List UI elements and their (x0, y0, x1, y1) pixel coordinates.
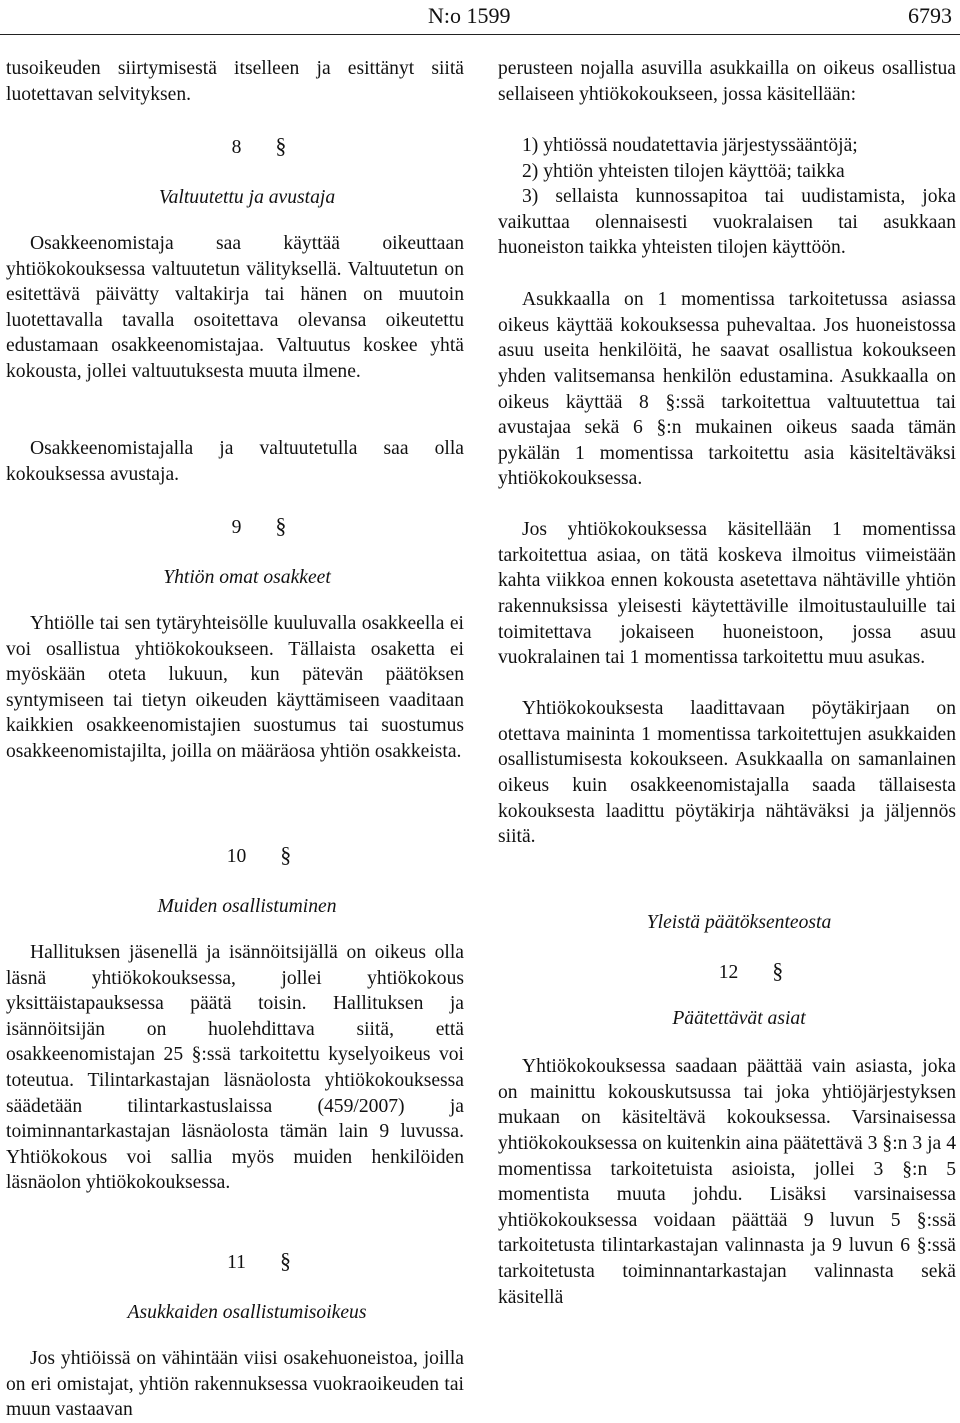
section-8-number: 8 § (231, 133, 287, 158)
section-10-paragraph-1: Hallituksen jäsenellä ja isännöitsijällä on oikeus olla läsnä yhtiökokouksessa, jollei yhtiökokous yksittäistapauksessa päätä toisin. Hallituksen ja isännöitsijän on huolehdittava siitä, että osakkeenomistajan 25 §:ssä tarkoitettu kyselyoikeus voi toteutua. Tilintarkastajan läsnäolosta yhtiökokouksessa säädetään tilintarkastuslaissa (459/2007) ja toiminnantarkastajan läsnäolosta tämän lain 9 luvussa. Yhtiökokous voi sallia myös muiden henkilöiden läsnäolon yhtiökokouksessa. (6, 942, 464, 1194)
list-item-3: 3) sellaista kunnossapitoa tai uudistamista, joka vaikuttaa olennaisesti vuokralaisen tai asukkaan huoneiston taikka yhteisten tilojen käyttöön. (498, 186, 956, 259)
section-9-number: 9 § (231, 513, 287, 538)
header-rule (0, 34, 960, 35)
section-10-number: 10 § (226, 842, 292, 867)
section-12-title: Päätettävät asiat (672, 1008, 806, 1030)
document-number: N:o 1599 (428, 3, 511, 28)
page-header (0, 0, 960, 30)
section-11-number: 11 § (227, 1248, 291, 1273)
section-8-paragraph-1: Osakkeenomistaja saa käyttää oikeuttaan yhtiökokouksessa valtuutetun välityksellä. Valtuutetun on esitettävä päivätty valtakirja tai hänen on muutoin luotettavalla tavalla osoitettava olevansa oikeutettu edustamaan osakkeenomistajaa. Valtuutus koskee yhtä kokousta, jollei valtuutuksesta muuta ilmene. (6, 233, 464, 382)
list-item-2: 2) yhtiön yhteisten tilojen käyttöä; taikka (522, 160, 845, 182)
section-8-title: Valtuutettu ja avustaja (158, 187, 336, 208)
right-column (498, 56, 956, 1336)
right-paragraph-1: perusteen nojalla asuvilla asukkailla on oikeus osallistua sellaiseen yhtiökokoukseen, jossa käsitellään: (498, 58, 956, 105)
list-item-1: 1) yhtiössä noudatettavia järjestyssääntöjä; (522, 135, 858, 156)
intro-paragraph: tusoikeuden siirtymisestä itselleen ja esittänyt siitä luotettavan selvityksen. (6, 58, 464, 105)
section-12-number: 12 § (718, 958, 784, 984)
right-paragraph-4: Yhtiökokouksesta laadittavaan pöytäkirjaan on otettava maininta 1 momentissa tarkoitettujen asukkaiden osallistumisesta kokoukseen. Asukkaalla on samanlainen oikeus kuin osakkeenomistajalla saada tällaisesta kokouksesta laadittu pöytäkirja nähtäväksi ja jäljennös siitä. (498, 698, 956, 848)
right-paragraph-2: Asukkaalla on 1 momentissa tarkoitetussa asiassa oikeus käyttää kokouksessa puhevaltaa. Jos huoneistossa asuu useita henkilöitä, he saavat osallistua kokoukseen yhden valitsemansa henkilön edustamina. Asukkaalla on oikeus käyttää 8 §:ssä tarkoitettua valtuutettua tai avustajaa sekä 6 §:n mukainen oikeus saada tämän pykälän 1 momentissa tarkoitettu asia käsiteltäväksi yhtiökokouksessa. (498, 289, 956, 490)
right-paragraph-3: Jos yhtiökokouksessa käsitellään 1 momentissa tarkoitettua asiaa, on tätä koskeva ilmoitus viimeistään kahta viikkoa ennen kokousta asetettava nähtäville yhtiön rakennuksissa yleisesti käytettäville ilmoitustauluille tai toimitettava jokaiseen huoneistoon, jossa asuu vuokralainen tai 1 momentissa tarkoitettu muu asukas. (498, 519, 956, 669)
section-8-paragraph-2: Osakkeenomistajalla ja valtuutetulla saa olla kokouksessa avustaja. (6, 438, 464, 485)
page-number: 6793 (908, 3, 952, 28)
section-11-paragraph-1: Jos yhtiöissä on vähintään viisi osakehuoneistoa, joilla on eri omistajat, yhtiön rakennuksessa vuokraoikeuden tai muun vastaavan (6, 1348, 464, 1421)
section-12-paragraph-1: Yhtiökokouksessa saadaan päättää vain asiasta, joka on mainittu kokouskutsussa tai joka yhtiöjärjestyksen mukaan on käsiteltävä kokouksessa. Varsinaisessa yhtiökokouksessa on kuitenkin aina päätettävä 3 §:n 3 ja 4 momentissa tarkoitetuista asioista, jollei 3 §:n 5 momentista muuta johdu. Lisäksi varsinaisessa yhtiökokouksessa voidaan päättää 9 luvun 5 §:ssä tarkoitetusta tilintarkastajan valinnasta ja 9 luvun 6 §:ssä tarkoitetusta toiminnantarkastajan valinnasta sekä käsitellä (498, 1056, 956, 1308)
section-9-paragraph-1: Yhtiölle tai sen tytäryhteisölle kuuluvalla osakkeella ei voi osallistua yhtiökokoukseen. Tällaista osaketta ei myöskään oteta lukuun, kun pätevän päätöksen syntymiseen tai tietyn oikeuden käyttämiseen vaaditaan kaikkien osakkeenomistajien suostumus tai suostumus osakkeenomistajilta, joilla on määräosa yhtiön osakkeista. (6, 613, 464, 762)
left-column (6, 56, 464, 1423)
section-10-title: Muiden osallistuminen (157, 896, 337, 917)
section-9-title: Yhtiön omat osakkeet (163, 567, 331, 588)
section-11-title: Asukkaiden osallistumisoikeus (127, 1302, 367, 1323)
chapter-heading: Yleistä päätöksenteosta (646, 912, 832, 934)
